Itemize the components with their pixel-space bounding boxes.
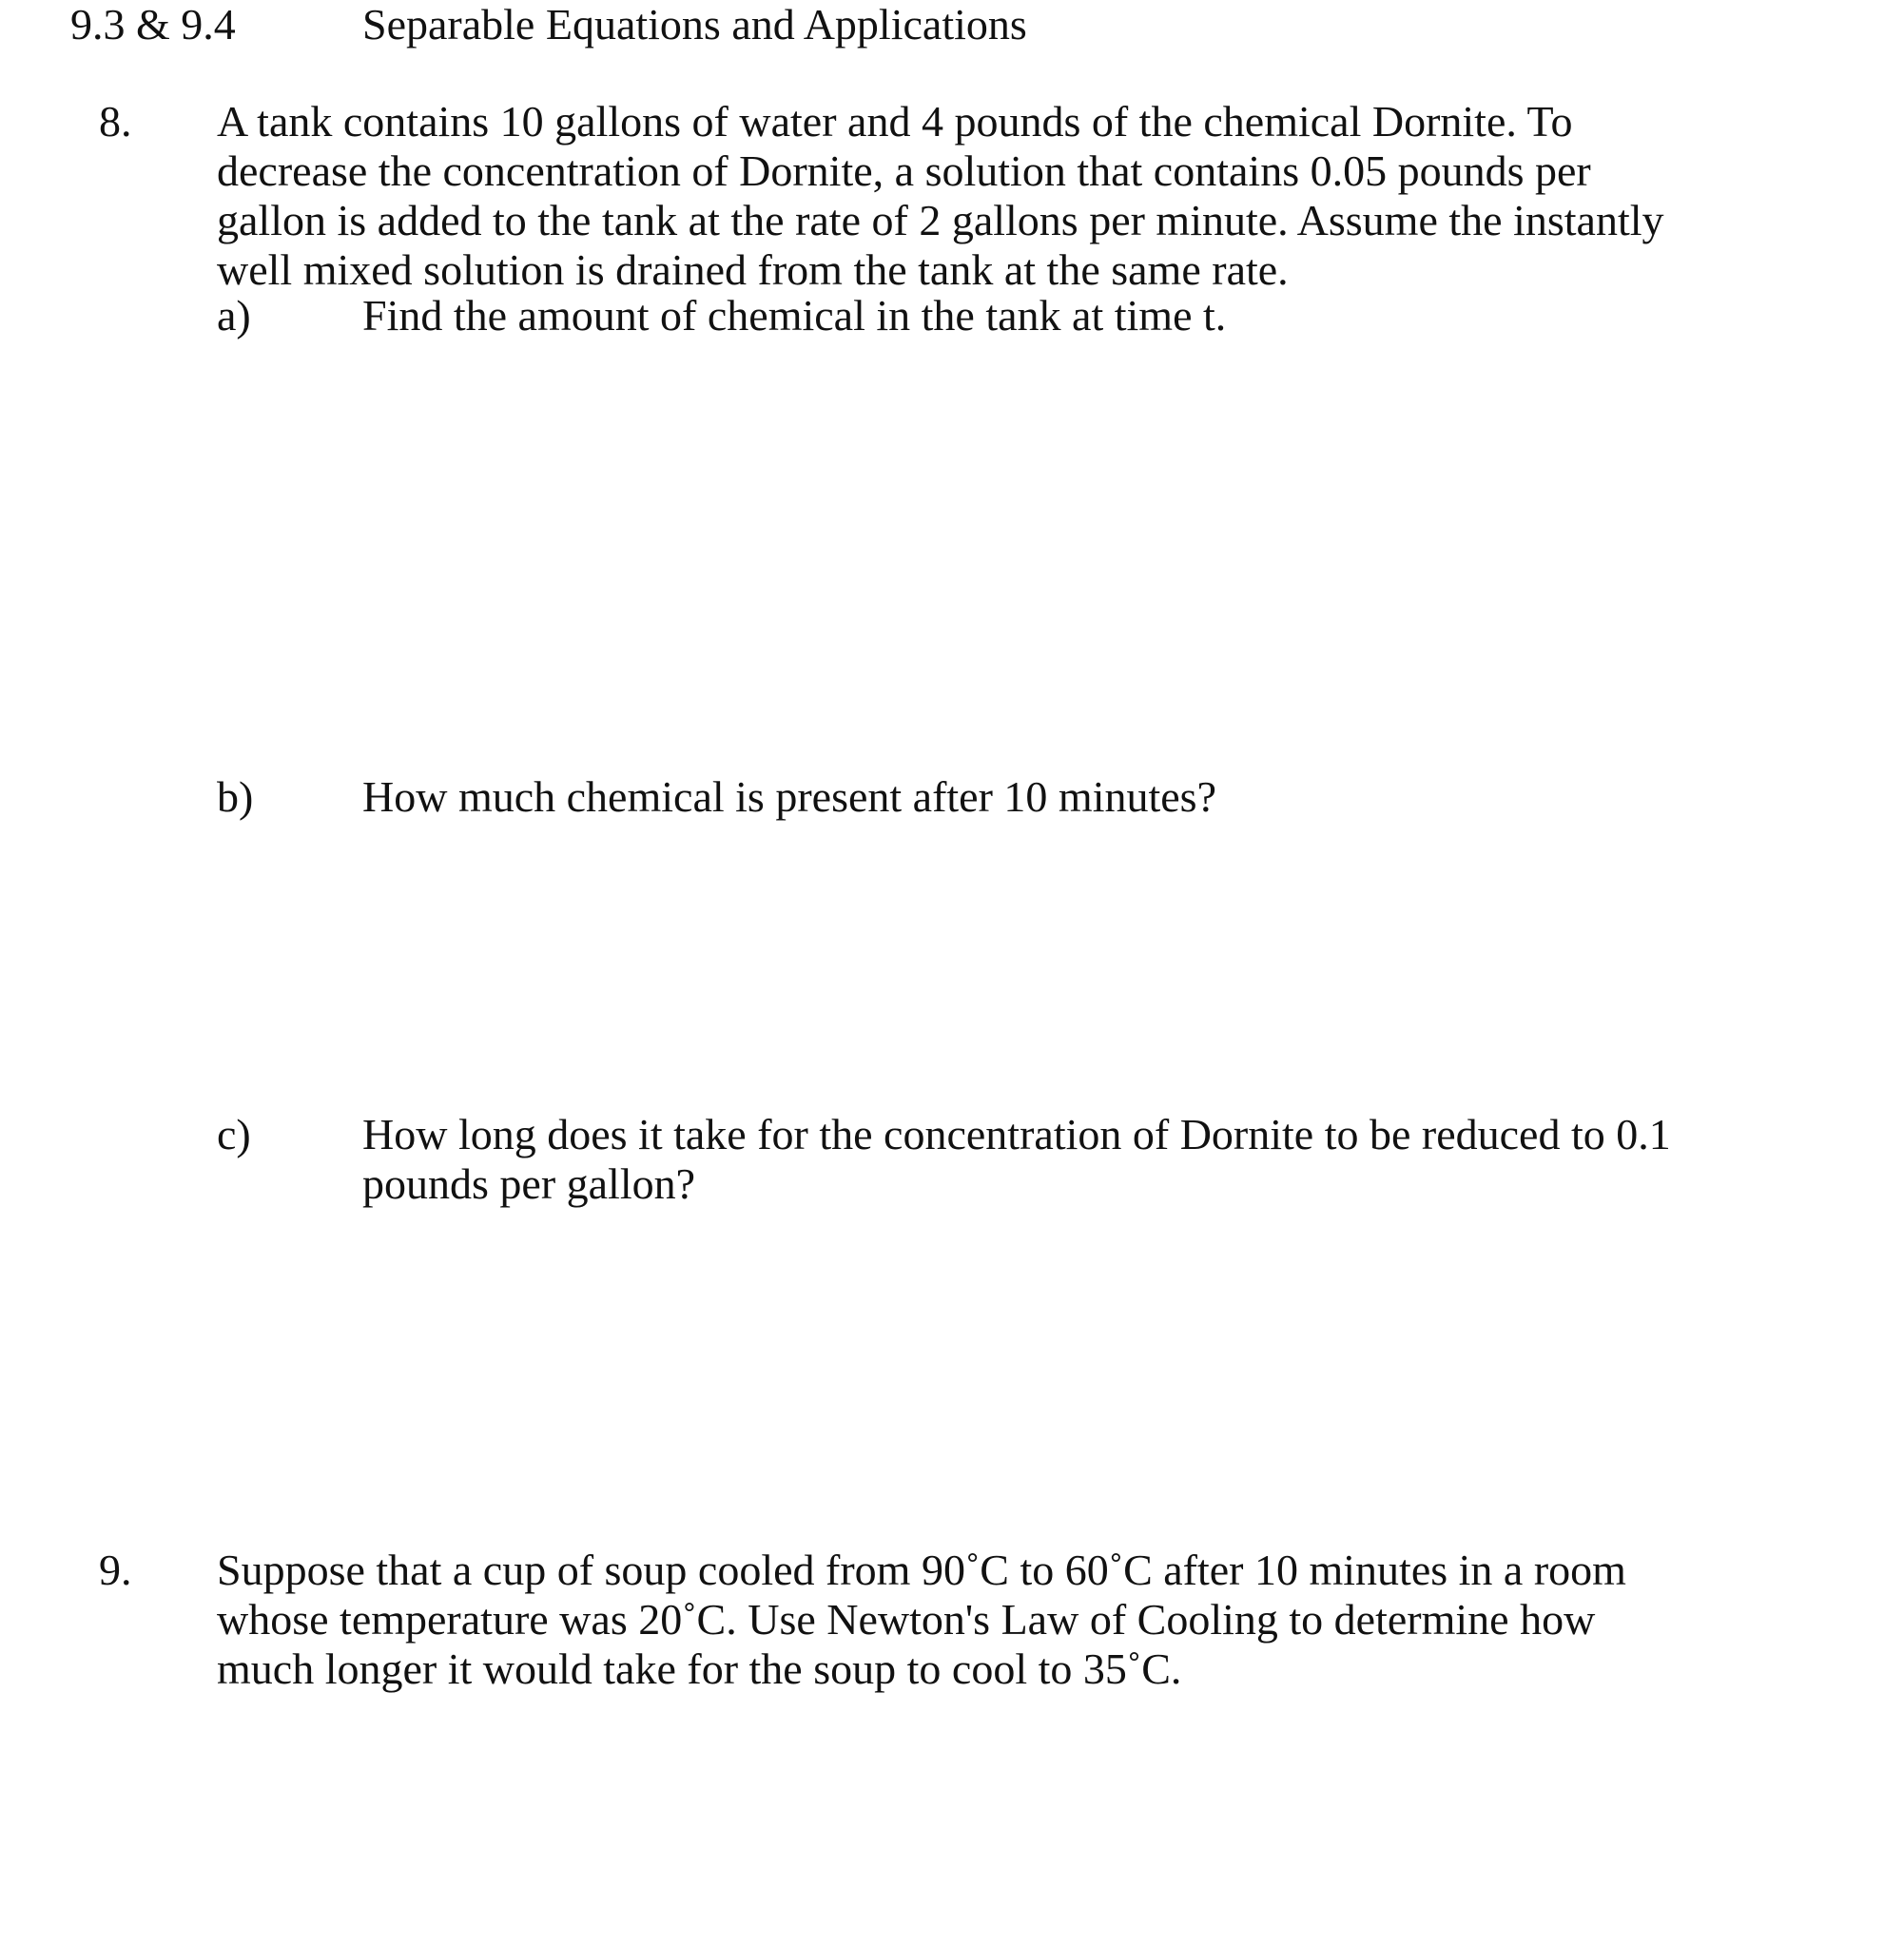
problem-8b-label: b): [217, 772, 254, 821]
problem-8c-label: c): [217, 1110, 251, 1158]
problem-8-line-4: well mixed solution is drained from the tank at the same rate.: [217, 245, 1289, 294]
problem-8-line-3: gallon is added to the tank at the rate of 2 gallons per minute. Assume the instantly: [217, 196, 1664, 244]
problem-9-number: 9.: [99, 1546, 132, 1594]
problem-8a-question: [362, 291, 1226, 341]
problem-8c-line-2: pounds per gallon?: [362, 1159, 696, 1208]
problem-9-line-2: whose temperature was 20˚C. Use Newton's Law of Cooling to determine how: [217, 1595, 1596, 1644]
problem-8-line-2: decrease the concentration of Dornite, a solution that contains 0.05 pounds per: [217, 146, 1591, 195]
section-number: 9.3 & 9.4: [70, 0, 236, 49]
problem-8a-line-1: Find the amount of chemical in the tank at time t.: [362, 291, 1227, 340]
problem-8b-question: [362, 772, 1216, 822]
problem-8-statement: [217, 97, 1872, 295]
problem-9-statement: [217, 1546, 1872, 1694]
problem-8c-question: [362, 1110, 1875, 1209]
problem-8b-line-1: How much chemical is present after 10 minutes?: [362, 772, 1216, 821]
section-title: Separable Equations and Applications: [362, 0, 1027, 49]
problem-9-line-3: much longer it would take for the soup to cool to 35˚C.: [217, 1644, 1182, 1693]
problem-8-line-1: A tank contains 10 gallons of water and 4 pounds of the chemical Dornite. To: [217, 97, 1573, 146]
problem-8-number: 8.: [99, 97, 132, 146]
problem-9-line-1: Suppose that a cup of soup cooled from 90˚C to 60˚C after 10 minutes in a room: [217, 1546, 1626, 1594]
problem-8a-label: a): [217, 291, 251, 340]
problem-8c-line-1: How long does it take for the concentration of Dornite to be reduced to 0.1: [362, 1110, 1671, 1158]
